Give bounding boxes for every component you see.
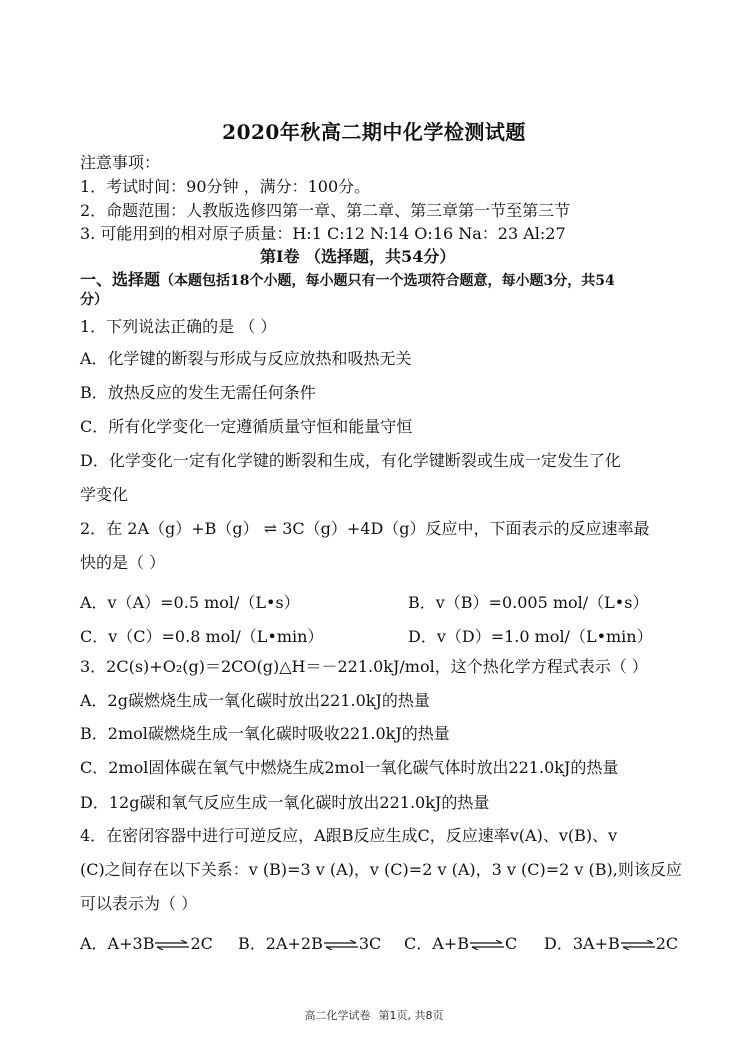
- q4-option-b-product: 3C: [358, 934, 382, 953]
- q4-option-c-product: C: [504, 934, 518, 953]
- q4-stem-cont: (C)之间存在以下关系：v (B)=3 v (A)，v (C)=2 v (A)，3 v (C)=2 v (B),则该反应: [80, 860, 682, 879]
- q1-option-d: D．化学变化一定有化学键的断裂和生成，有化学键断裂或生成一定发生了化: [80, 451, 621, 470]
- notice-item-3: 3. 可能用到的相对原子质量：H:1 C:12 N:14 O:16 Na：23 Al:27: [80, 224, 566, 243]
- q4-option-a-reactants: A．A+3B: [80, 934, 155, 953]
- q1-option-d-cont: 学变化: [80, 485, 129, 504]
- section-heading-cont: [80, 289, 108, 309]
- footer-subject: 高二化学试卷: [304, 1009, 371, 1022]
- q2-option-d: D．v（D）=1.0 mol/（L•min）: [408, 627, 653, 646]
- q3-option-a: A．2g碳燃烧生成一氧化碳时放出221.0kJ的热量: [80, 691, 430, 710]
- q2-option-b: B．v（B）=0.005 mol/（L•s）: [408, 593, 649, 612]
- q4-option-a-product: 2C: [190, 934, 213, 953]
- section-desc-cont: 分）: [80, 292, 108, 308]
- notice-item-2: 2．命题范围：人教版选修四第一章、第二章、第三章第一节至第三节: [80, 201, 571, 220]
- q3-option-b: B．2mol碳燃烧生成一氧化碳时吸收221.0kJ的热量: [80, 724, 450, 743]
- q3-option-d: D．12g碳和氧气反应生成一氧化碳时放出221.0kJ的热量: [80, 793, 490, 812]
- q1-option-c: C．所有化学变化一定遵循质量守恒和能量守恒: [80, 417, 413, 436]
- q1-option-a: A．化学键的断裂与形成与反应放热和吸热无关: [80, 349, 412, 368]
- q4-option-c: [404, 931, 517, 954]
- equilibrium-arrow-icon: [323, 940, 359, 950]
- notice-item-1: 1．考试时间：90分钟 ，满分：100分。: [80, 177, 371, 196]
- notice-heading: 注意事项：: [80, 153, 161, 172]
- q4-option-d-reactants: D．3A+B: [544, 934, 620, 953]
- section-desc: （本题包括18个小题，每小题只有一个选项符合题意，每小题3分，共54: [160, 273, 615, 289]
- q4-stem: 4．在密闭容器中进行可逆反应，A跟B反应生成C，反应速率v(A)、v(B)、v: [80, 826, 618, 845]
- q3-option-c: C．2mol固体碳在氧气中燃烧生成2mol一氧化碳气体时放出221.0kJ的热量: [80, 758, 619, 777]
- q1-stem: 1．下列说法正确的是 （ ）: [80, 317, 277, 336]
- q2-option-a: A．v（A）=0.5 mol/（L•s）: [80, 593, 300, 612]
- equilibrium-arrow-icon: [154, 940, 190, 950]
- q1-option-b: B．放热反应的发生无需任何条件: [80, 383, 316, 402]
- q4-option-d-product: 2C: [655, 934, 679, 953]
- q4-option-c-reactants: C．A+B: [404, 934, 469, 953]
- part-title: 第Ⅰ卷 （选择题，共54分）: [260, 247, 456, 266]
- q4-option-d: [544, 931, 678, 954]
- q4-option-b-reactants: B．2A+2B: [238, 934, 323, 953]
- q3-stem: 3．2C(s)+O₂(g)＝2CO(g)△H＝－221.0kJ/mol，这个热化学方程式表示（ ）: [80, 657, 648, 676]
- q2-option-c: C．v（C）=0.8 mol/（L•min）: [80, 627, 324, 646]
- footer-page-number: 第1页, 共8页: [378, 1009, 444, 1022]
- q4-option-a: [80, 931, 213, 954]
- q4-stem-cont-2: 可以表示为（ ）: [80, 894, 198, 913]
- q2-stem-cont: 快的是（ ）: [80, 553, 166, 572]
- q2-stem: 2．在 2A（g）+B（g） ⇌ 3C（g）+4D（g）反应中，下面表示的反应速率最: [80, 519, 650, 538]
- section-heading: [80, 267, 615, 290]
- equilibrium-arrow-icon: [620, 940, 656, 950]
- equilibrium-arrow-icon: [469, 940, 505, 950]
- page-footer: [0, 1007, 748, 1023]
- page-title: 2020年秋高二期中化学检测试题: [222, 120, 526, 144]
- q4-option-b: [238, 931, 381, 954]
- section-lead: 一、选择题: [80, 270, 161, 289]
